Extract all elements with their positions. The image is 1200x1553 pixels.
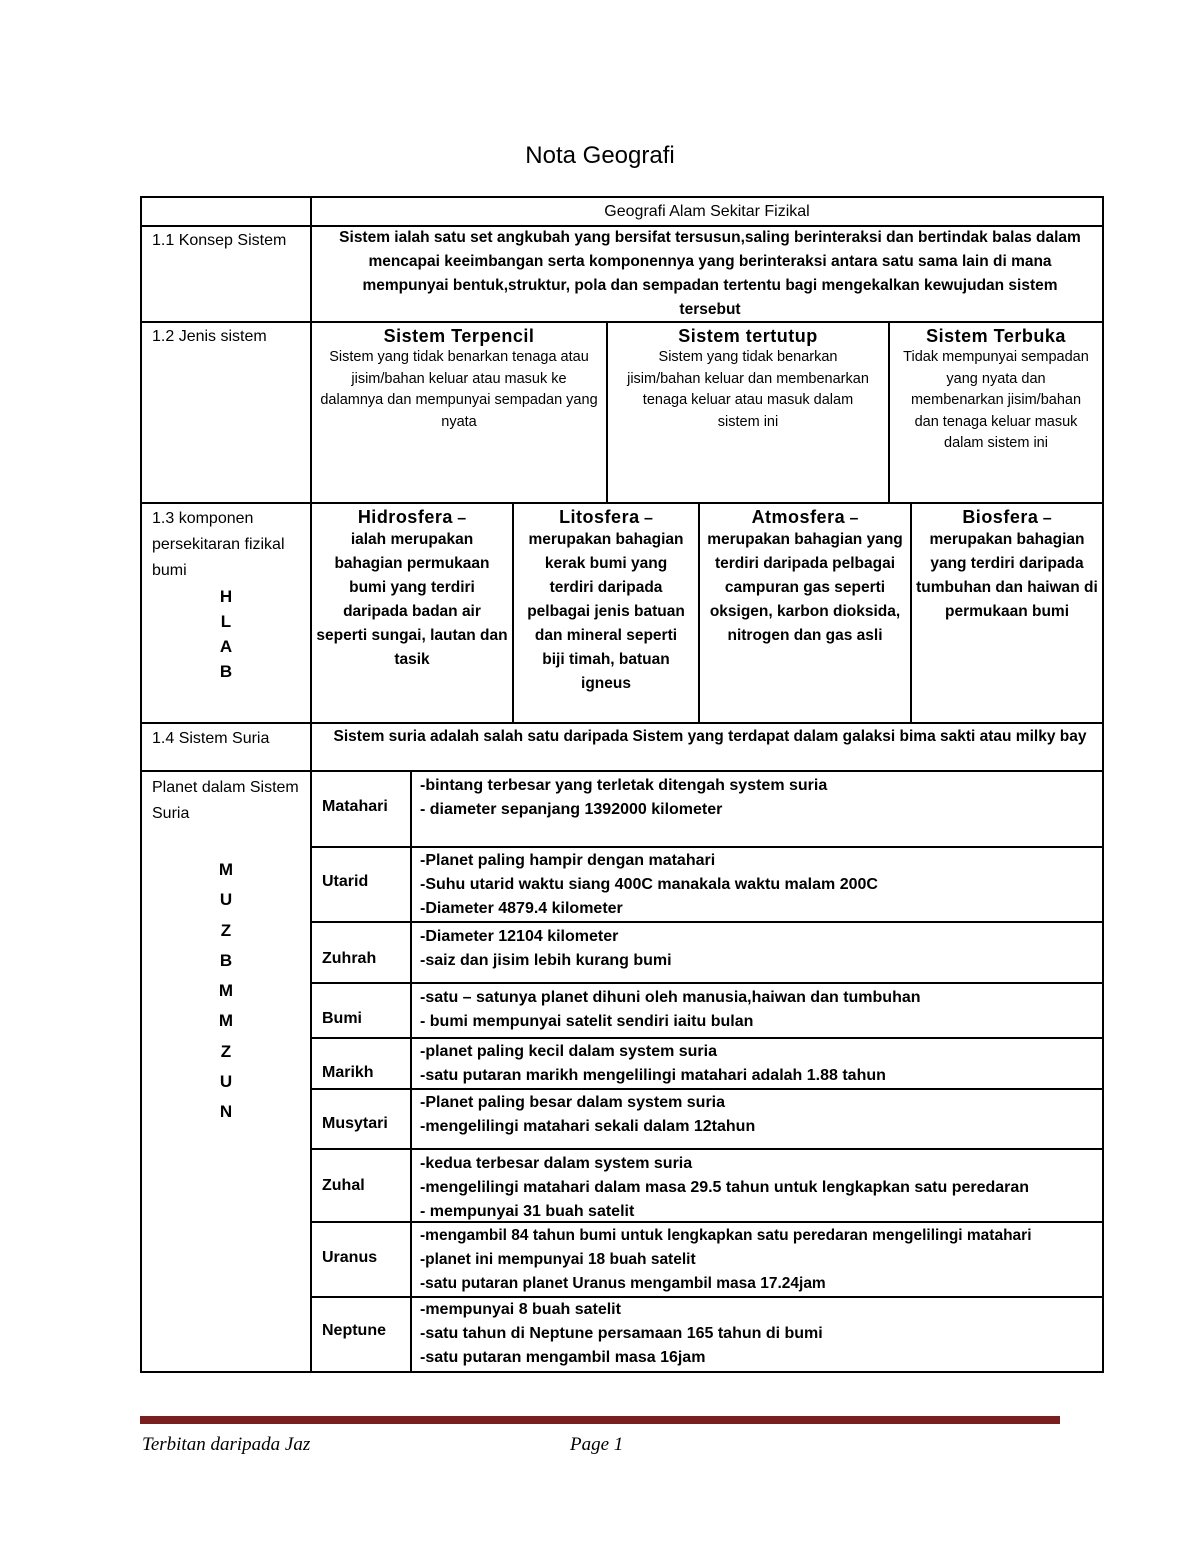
planet-desc-line: -Planet paling hampir dengan matahari <box>420 852 716 869</box>
table-header: Geografi Alam Sekitar Fizikal <box>604 203 810 220</box>
footer-publisher: Terbitan daripada Jaz <box>142 1434 311 1455</box>
planet-desc-line: -Planet paling besar dalam system suria <box>420 1094 726 1111</box>
planet-desc <box>420 849 1100 921</box>
jenis-type-desc: Tidak mempunyai sempadan yang nyata dan membenarkan jisim/bahan dan tenaga keluar masuk dalam sistem ini <box>903 349 1089 451</box>
mnemonic-letter: M <box>218 981 234 1001</box>
mnemonic-letter: L <box>220 612 232 631</box>
mnemonic-letter: U <box>219 890 233 910</box>
jenis-type-name: Sistem Terpencil <box>383 326 535 346</box>
planet-desc-line: - diameter sepanjang 1392000 kilometer <box>420 801 723 818</box>
komponen-label: 1.3 komponen persekitaran fizikal bumi <box>152 510 285 579</box>
planet-desc-line: -planet ini mempunyai 18 buah satelit <box>420 1251 696 1268</box>
mnemonic-letter: H <box>219 587 233 606</box>
komponen-hidrosfera <box>316 506 508 672</box>
komponen-dash: – <box>452 510 467 527</box>
mnemonic-letter: M <box>218 860 234 879</box>
planet-desc <box>420 1091 1100 1139</box>
footer-rule <box>140 1416 1060 1424</box>
page-title: Nota Geografi <box>525 142 675 169</box>
planet-desc <box>420 986 1100 1034</box>
komponen-name: Litosfera <box>559 507 640 527</box>
jenis-type-desc: Sistem yang tidak benarkan jisim/bahan keluar dan membenarkan tenaga keluar atau masuk dalam sistem ini <box>627 349 869 430</box>
planet-desc-line: -Diameter 4879.4 kilometer <box>420 900 623 917</box>
planet-desc-line: -mengambil 84 tahun bumi untuk lengkapkan satu peredaran mengelilingi matahari <box>420 1227 1032 1244</box>
planet-desc-line: -satu putaran marikh mengelilingi matahari adalah 1.88 tahun <box>420 1067 886 1084</box>
planet-name: Zuhal <box>322 1177 365 1194</box>
footer-page-number: Page 1 <box>570 1434 624 1455</box>
planet-desc-line: -satu – satunya planet dihuni oleh manusia,haiwan dan tumbuhan <box>420 989 921 1006</box>
mnemonic-letter: Z <box>220 920 232 940</box>
komponen-desc: merupakan bahagian yang terdiri daripada tumbuhan dan haiwan di permukaan bumi <box>916 531 1098 620</box>
mnemonic-letter: M <box>218 1011 234 1031</box>
konsep-label: 1.1 Konsep Sistem <box>152 232 287 249</box>
planet-desc <box>420 925 1100 973</box>
planet-desc-line: -mempunyai 8 buah satelit <box>420 1301 621 1318</box>
komponen-dash: – <box>639 510 653 527</box>
jenis-type-tertutup <box>612 325 884 433</box>
suria-label: 1.4 Sistem Suria <box>152 730 270 747</box>
planet-name: Neptune <box>322 1322 386 1339</box>
planet-mnemonic <box>152 855 300 1128</box>
jenis-type-desc: Sistem yang tidak benarkan tenaga atau jisim/bahan keluar atau masuk ke dalamnya dan mempunyai sempadan yang nyata <box>320 349 598 430</box>
planet-desc-line: -Diameter 12104 kilometer <box>420 928 619 945</box>
planet-name: Musytari <box>322 1115 388 1132</box>
konsep-text: Sistem ialah satu set angkubah yang bersifat tersusun,saling berinteraksi dan bertindak balas dalam mencapai keeimbangan serta komponennya yang berinteraksi antara satu sama lain di mana mempunyai bentuk,struktur, pola dan sempadan tertentu bagi mengekalkan kewujudan sistem tersebut <box>339 229 1081 318</box>
komponen-desc: merupakan bahagian kerak bumi yang terdiri daripada pelbagai jenis batuan dan mineral seperti biji timah, batuan igneus <box>527 531 685 692</box>
planet-desc-line: -mengelilingi matahari dalam masa 29.5 tahun untuk lengkapkan satu peredaran <box>420 1179 1030 1196</box>
komponen-biosfera <box>916 506 1098 624</box>
planet-name: Marikh <box>322 1064 374 1081</box>
jenis-type-terbuka <box>892 325 1100 455</box>
planet-desc-line: -kedua terbesar dalam system suria <box>420 1155 693 1172</box>
komponen-name: Atmosfera <box>751 507 846 527</box>
komponen-litosfera <box>518 506 694 696</box>
jenis-label: 1.2 Jenis sistem <box>152 328 267 345</box>
planet-desc-line: -mengelilingi matahari sekali dalam 12tahun <box>420 1118 756 1135</box>
planet-desc-line: -saiz dan jisim lebih kurang bumi <box>420 952 672 969</box>
planet-desc-line: -bintang terbesar yang terletak ditengah system suria <box>420 777 828 794</box>
planet-desc <box>420 1040 1100 1088</box>
mnemonic-letter: B <box>219 662 233 681</box>
planet-desc <box>420 1152 1100 1224</box>
mnemonic-letter: B <box>219 950 233 970</box>
planet-desc-line: -Suhu utarid waktu siang 400C manakala waktu malam 200C <box>420 876 878 893</box>
planet-desc-line: -planet paling kecil dalam system suria <box>420 1043 717 1060</box>
mnemonic-letter: A <box>219 637 233 656</box>
planet-name: Zuhrah <box>322 950 377 967</box>
planet-desc-line: - bumi mempunyai satelit sendiri iaitu bulan <box>420 1013 754 1030</box>
planet-label-block <box>152 775 302 1128</box>
planet-name: Utarid <box>322 873 369 890</box>
planet-desc <box>420 774 1100 822</box>
mnemonic-letter: Z <box>220 1041 232 1061</box>
komponen-desc: ialah merupakan bahagian permukaan bumi yang terdiri daripada badan air seperti sungai, lautan dan tasik <box>316 531 508 668</box>
komponen-name: Biosfera <box>962 507 1039 527</box>
planet-desc <box>420 1298 1100 1370</box>
planet-desc-line: -satu tahun di Neptune persamaan 165 tahun di bumi <box>420 1325 823 1342</box>
planet-desc-line: -satu putaran planet Uranus mengambil masa 17.24jam <box>420 1275 826 1292</box>
komponen-name: Hidrosfera <box>357 507 453 527</box>
jenis-type-name: Sistem Terbuka <box>926 326 1066 346</box>
jenis-type-name: Sistem tertutup <box>678 326 818 346</box>
komponen-label-block <box>152 506 302 684</box>
planet-name: Matahari <box>322 798 388 815</box>
komponen-dash: – <box>845 510 859 527</box>
komponen-dash: – <box>1038 510 1052 527</box>
mnemonic-letter: N <box>219 1102 233 1122</box>
planet-name: Uranus <box>322 1249 378 1266</box>
komponen-atmosfera <box>704 506 906 648</box>
planet-desc-line: -satu putaran mengambil masa 16jam <box>420 1349 706 1366</box>
planet-label: Planet dalam Sistem Suria <box>152 779 299 822</box>
planet-name: Bumi <box>322 1010 362 1027</box>
jenis-type-terpencil <box>316 325 602 433</box>
mnemonic-letter: U <box>219 1072 233 1092</box>
suria-text: Sistem suria adalah salah satu daripada Sistem yang terdapat dalam galaksi bima sakti atau milky bay <box>333 728 1087 745</box>
komponen-desc: merupakan bahagian yang terdiri daripada pelbagai campuran gas seperti oksigen, karbon dioksida, nitrogen dan gas asli <box>707 531 903 644</box>
komponen-mnemonic <box>152 584 300 684</box>
planet-desc-line: - mempunyai 31 buah satelit <box>420 1203 635 1220</box>
planet-desc <box>420 1224 1100 1296</box>
